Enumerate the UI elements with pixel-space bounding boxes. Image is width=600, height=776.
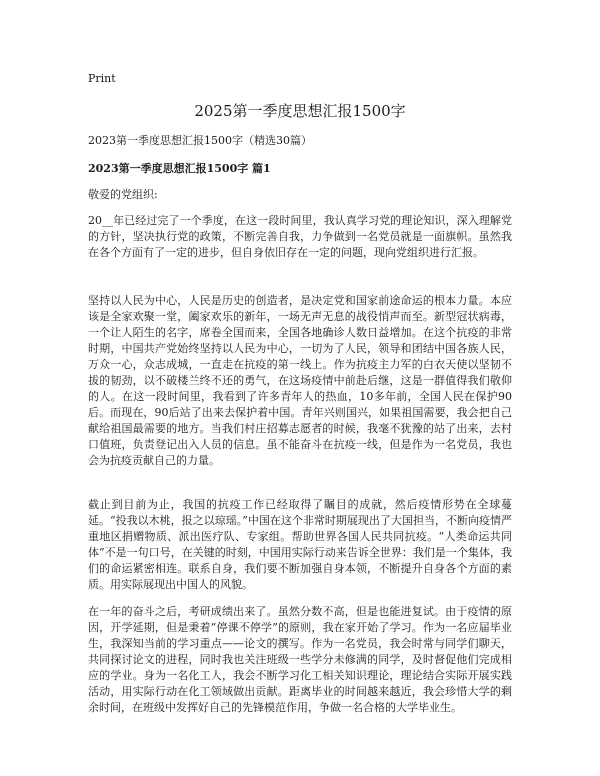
document-subtitle: 2023第一季度思想汇报1500字（精选30篇） (88, 134, 312, 147)
salutation: 敬爱的党组织: (88, 188, 158, 201)
body-paragraph: 截止到目前为止，我国的抗疫工作已经取得了瞩目的成就，然后疫情形势在全球蔓延。“投我以木桃，报之以琼瑶。”中国在这个非常时期展现出了大国担当，不断向疫情严重地区捐赠物质、派出医疗队、专家组。帮助世界各国人民共同抗疫。“人类命运共同体”不是一句口号，在关键的时刻，中国用实际行动来告诉全世界：我们是一个集体，我们的命运紧密相连。联系自身，我们要不断加强自身本领，不断提升自身各个方面的素质。用实际展现出中国人的风貌。 (88, 498, 512, 591)
body-paragraph: 20__年已经过完了一个季度，在这一段时间里，我认真学习党的理论知识，深入理解党的方针，坚决执行党的政策，不断完善自我，力争做到一名党员就是一面旗帜。虽然我在各个方面有了一定的进步，但自身依旧存在一定的问题，现向党组织进行汇报。 (88, 214, 512, 259)
document-title: 2025第一季度思想汇报1500字 (194, 102, 406, 120)
print-label: Print (88, 72, 116, 85)
body-paragraph: 坚持以人民为中心，人民是历史的创造者，是决定党和国家前途命运的根本力量。本应该是全家欢聚一堂，阖家欢乐的新年，一场无声无息的战役悄声而至。新型冠状病毒，一个让人陌生的名字，席卷全国而来，全国各地确诊人数日益增加。在这个抗疫的非常时期，中国共产党始终坚持以人民为中心，一切为了人民，领导和团结中国各族人民，万众一心，众志成城，一直走在抗疫的第一线上。作为抗疫主力军的白衣天使以坚韧不拔的韧劲，以不破楼兰终不还的勇气，在这场疫情中前赴后继，这是一群值得我们敬仰的人。在这一段时间里，我看到了许多青年人的热血，10多年前，全国人民在保护90后。而现在，90后站了出来去保护着中国。青年兴则国兴，如果祖国需要，我会把自己献给祖国最需要的地方。当我们村庄招募志愿者的时候，我毫不犹豫的站了出来，去村口值班，负责登记出入人员的信息。虽不能奋斗在抗疫一线，但是作为一名党员，我也会为抗疫贡献自己的力量。 (88, 294, 512, 467)
section-heading: 2023第一季度思想汇报1500字 篇1 (88, 162, 271, 175)
body-paragraph: 在一年的奋斗之后，考研成绩出来了。虽然分数不高，但是也能进复试。由于疫情的原因，开学延期，但是秉着“停课不停学”的原则，我在家开始了学习。作为一名应届毕业生，我深知当前的学习重点——论文的撰写。作为一名党员，我会时常与同学们聊天，共同探讨论文的进程，同时我也关注班级一些学分未修满的同学，及时督促他们完成相应的学业。身为一名化工人，我会不断学习化工相关知识理论，理论结合实际开展实践活动，用实际行动在化工领域做出贡献。距离毕业的时间越来越近，我会珍惜大学的剩余时间，在班级中发挥好自己的先锋模范作用，争做一名合格的大学毕业生。 (88, 605, 512, 714)
